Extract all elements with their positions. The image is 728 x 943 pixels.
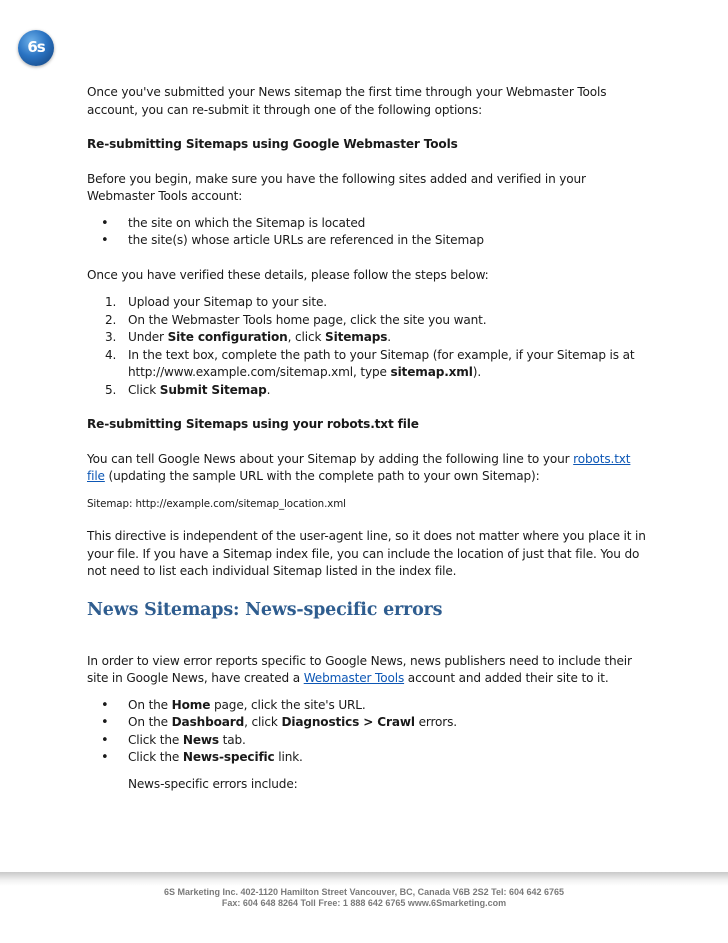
webmaster-tools-link[interactable]: Webmaster Tools (303, 671, 405, 685)
directive-paragraph: This directive is independent of the user-agent line, so it does not matter where you place it in your file. If you have a Sitemap index file, you can include the location of just that file. You do not need to list each individual Sitemap listed in the index file. (87, 529, 646, 578)
errors-include-text: News-specific errors include: (128, 776, 298, 791)
list-item (87, 347, 647, 382)
step-text: On the Webmaster Tools home page, click the site you want. (128, 312, 487, 327)
paragraph-text: account and added their site to it. (404, 671, 609, 685)
list-emphasis: News (182, 732, 219, 747)
footer-divider (0, 872, 728, 886)
section3-heading: News Sitemaps: News-specific errors (87, 599, 443, 620)
footer-tel-label: Tel: (491, 887, 507, 897)
step-text: In the text box, complete the path to your Sitemap (for example, if your Sitemap is at http://www.example.com/sitemap.xml, type (128, 347, 635, 379)
step-text: , click (287, 330, 326, 344)
footer-line-1 (0, 887, 728, 898)
list-emphasis: Dashboard (171, 715, 245, 729)
paragraph-text: In order to view error reports specific to Google News, news publishers need to include their site in Google News, have created a (87, 653, 632, 685)
list-text: , click (244, 715, 282, 729)
list-emphasis: News-specific (182, 750, 275, 764)
list-item (87, 714, 647, 732)
list-text: Click the (128, 732, 183, 747)
steps-list (87, 294, 647, 399)
list-text: On the (128, 715, 172, 729)
step-emphasis: Sitemaps (325, 330, 388, 344)
footer-company: 6S Marketing Inc. (163, 887, 238, 897)
footer-tollfree-label: Toll Free: (300, 898, 341, 908)
step-number: 3. (105, 330, 117, 344)
step-emphasis: Submit Sitemap (159, 382, 267, 397)
robots-txt-link[interactable]: robots.txt file (87, 451, 631, 483)
error-steps-list (87, 697, 647, 767)
footer-tel: 604 642 6765 (506, 887, 565, 897)
step-text: Click (128, 382, 160, 397)
step-number: 5. (105, 382, 117, 397)
list-emphasis: Home (171, 697, 211, 712)
footer-address: 402-1120 Hamilton Street Vancouver, BC, Canada V6B 2S2 (238, 887, 492, 897)
footer-line-2 (0, 898, 728, 909)
verified-paragraph: Once you have verified these details, please follow the steps below: (87, 267, 489, 282)
list-item: • the site on which the Sitemap is located (87, 215, 647, 233)
intro-paragraph: Once you've submitted your News sitemap the first time through your Webmaster Tools account, you can re-submit it through one of the following options: (87, 85, 607, 117)
sitemap-directive: Sitemap: http://example.com/sitemap_location.xml (87, 497, 346, 510)
list-item: • the site(s) whose article URLs are referenced in the Sitemap (87, 232, 647, 250)
list-item (87, 312, 647, 330)
section1-heading: Re-submitting Sitemaps using Google Webmaster Tools (87, 137, 458, 151)
list-text: Click the (128, 750, 183, 764)
footer-fax-label: Fax: (221, 898, 241, 908)
logo-text: 6s (27, 38, 45, 56)
errors-intro-paragraph (87, 653, 647, 688)
list-item (87, 294, 647, 312)
step-text: ). (472, 365, 482, 379)
list-text: errors. (414, 715, 457, 729)
list-item (87, 749, 647, 767)
list-item (87, 382, 647, 400)
page-footer (0, 887, 728, 909)
step-number: 4. (105, 347, 117, 362)
paragraph-text: (updating the sample URL with the complete path to your own Sitemap): (104, 469, 540, 483)
step-text: Under (128, 330, 168, 344)
step-text: . (266, 382, 271, 397)
step-text: Upload your Sitemap to your site. (128, 295, 327, 309)
paragraph-text: You can tell Google News about your Sitemap by adding the following line to your (87, 451, 574, 466)
step-emphasis: sitemap.xml (390, 365, 473, 379)
list-item (87, 697, 647, 715)
step-emphasis: Site configuration (167, 330, 288, 344)
step-text: . (387, 330, 391, 344)
list-text: link. (274, 750, 303, 764)
step-number: 1. (105, 295, 117, 309)
list-text: On the (128, 697, 172, 712)
step-number: 2. (105, 312, 117, 327)
footer-tollfree: 1 888 642 6765 www.6Smarketing.com (340, 898, 507, 908)
list-item (87, 732, 647, 750)
robots-paragraph (87, 451, 647, 486)
list-emphasis: Diagnostics > Crawl (281, 715, 415, 729)
section1-before-paragraph: Before you begin, make sure you have the following sites added and verified in your Webmaster Tools account: (87, 171, 586, 203)
list-item (87, 329, 647, 347)
list-text: tab. (218, 732, 246, 747)
footer-fax: 604 648 8264 (240, 898, 301, 908)
list-text: page, click the site's URL. (210, 697, 366, 712)
sites-bullet-list (87, 215, 647, 250)
company-logo (18, 30, 54, 66)
document-body (87, 84, 647, 793)
section2-heading: Re-submitting Sitemaps using your robots.txt file (87, 417, 419, 431)
